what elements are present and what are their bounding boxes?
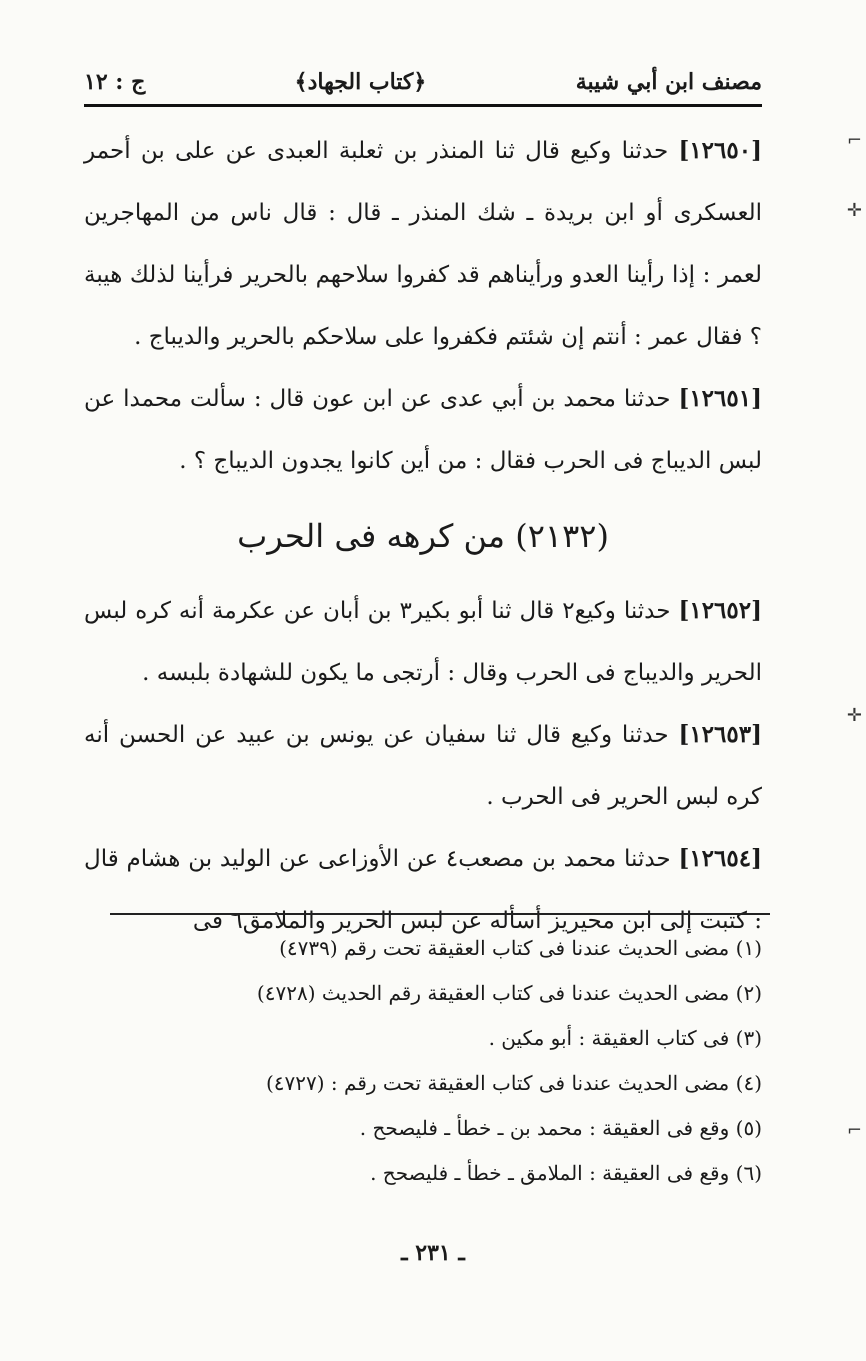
hadith-number: [١٢٦٥٤] [678,845,762,872]
footnote: (٥) وقع فى العقيقة : محمد بن ـ خطأ ـ فليصحح . [359,1116,762,1140]
hadith-text: حدثنا محمد بن مصعب٤ عن الأوزاعى عن الوليد بن هشام قال : كتبت إلى ابن محيريز أسأله عن لبس الحرير والملامق٦ فى [84,846,762,934]
hadith-text: حدثنا وكيع قال ثنا المنذر بن ثعلبة العبدى عن على بن أحمر العسكرى أو ابن بريدة ـ شك المنذر ـ قال : قال ناس من المهاجرين لعمر : إذا رأينا العدو ورأيناهم قد كفروا سلاحهم بالحرير فرأينا لذلك هيبة ؟ فقال عمر : أنتم إن شئتم فكفروا على سلاحكم بالحرير والديباج . [84,138,762,350]
chapter-heading: (٢١٣٢) من كرهه فى الحرب [237,517,609,555]
footnote-rule [110,913,770,915]
footnote: (٤) مضى الحديث عندنا فى كتاب العقيقة تحت رقم : (٤٧٢٧) [265,1071,762,1095]
crop-mark-icon: ✛ [846,200,862,221]
hadith-text: حدثنا وكيع٢ قال ثنا أبو بكير٣ بن أبان عن عكرمة أنه كره لبس الحرير والديباج فى الحرب وقال : أرتجى ما يكون للشهادة بلبسه . [84,598,762,686]
book-title: مصنف ابن أبي شيبة [575,69,762,95]
section-title: ﴿كتاب الجهاد﴾ [294,69,427,95]
hadith-paragraph [84,368,762,492]
footnote: (٦) وقع فى العقيقة : الملامق ـ خطأ ـ فليصحح . [370,1161,762,1185]
crop-mark-icon: ⌐ [846,130,862,151]
footnote: (١) مضى الحديث عندنا فى كتاب العقيقة تحت رقم (٤٧٣٩) [279,936,762,960]
main-text [84,120,762,952]
hadith-paragraph [84,120,762,368]
hadith-text: حدثنا وكيع قال ثنا سفيان عن يونس بن عبيد عن الحسن أنه كره لبس الحرير فى الحرب . [84,722,762,810]
crop-mark-icon: ✛ [846,705,862,726]
footnote: (٣) فى كتاب العقيقة : أبو مكين . [488,1026,762,1050]
hadith-text: حدثنا محمد بن أبي عدى عن ابن عون قال : سألت محمدا عن لبس الديباج فى الحرب فقال : من أين كانوا يجدون الديباج ؟ . [84,386,762,474]
hadith-number: [١٢٦٥٠] [678,137,762,164]
running-header [84,62,762,102]
hadith-number: [١٢٦٥١] [678,385,762,412]
volume-number: ج : ١٢ [84,69,146,95]
footnotes [84,926,762,1196]
hadith-paragraph [84,704,762,828]
footnote: (٢) مضى الحديث عندنا فى كتاب العقيقة رقم الحديث (٤٧٢٨) [256,981,762,1005]
hadith-paragraph [84,580,762,704]
crop-mark-icon: ⌐ [846,1120,862,1141]
hadith-number: [١٢٦٥٢] [678,597,763,624]
header-rule [84,104,762,107]
hadith-number: [١٢٦٥٣] [678,721,762,748]
page-number: ـ ٢٣١ ـ [401,1240,465,1266]
